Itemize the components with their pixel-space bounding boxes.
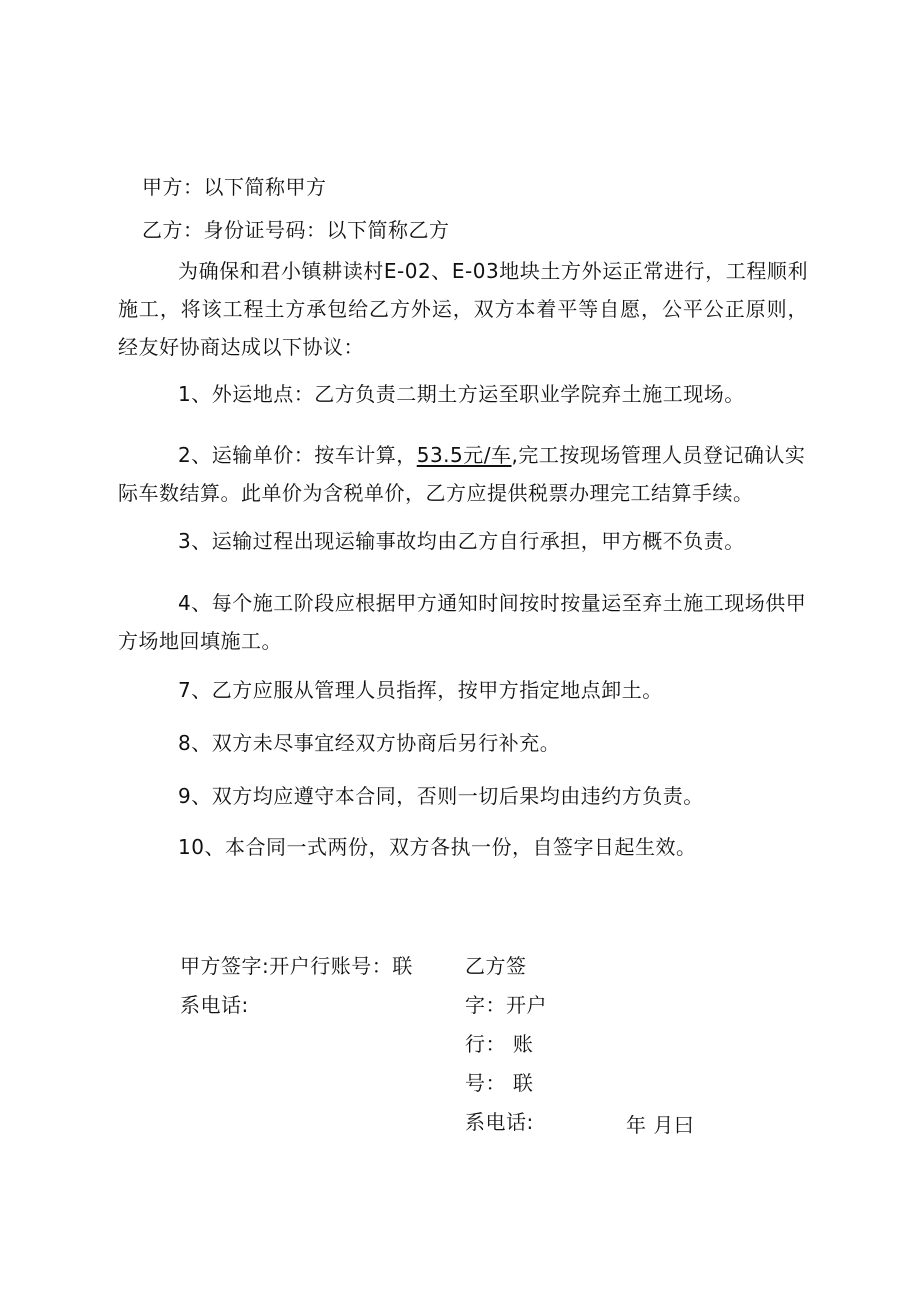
- clause-9: 9、双方均应遵守本合同，否则一切后果均由违约方负责。: [178, 784, 704, 808]
- signature-date: 年 月曰: [626, 1113, 695, 1137]
- clause-3: 3、运输过程出现运输事故均由乙方自行承担，甲方概不负责。: [178, 529, 745, 553]
- clause-1: 1、外运地点：乙方负责二期土方运至职业学院弃土施工现场。: [178, 382, 745, 406]
- party-a-signature-line-2: 系电话:: [180, 993, 249, 1017]
- clause-10: 10、本合同一式两份，双方各执一份，自签字日起生效。: [178, 835, 697, 859]
- party-b-signature-line-5: 系电话:: [465, 1110, 534, 1134]
- party-a-line: 甲方：以下简称甲方: [142, 175, 327, 199]
- party-b-signature-line-2: 字：开户: [465, 993, 547, 1017]
- party-b-signature-line-1: 乙方签: [465, 954, 527, 978]
- clause-2-prefix: 2、运输单价：按车计算，: [178, 443, 417, 467]
- intro-paragraph: 为确保和君小镇耕读村E-02、E-03地块土方外运正常进行，工程顺利施工，将该工程土方承包给乙方外运，双方本着平等自愿，公平公正原则，经友好协商达成以下协议：: [118, 259, 808, 359]
- clause-7: 7、乙方应服从管理人员指挥，按甲方指定地点卸土。: [178, 678, 663, 702]
- party-b-signature-line-4: 号： 联: [465, 1071, 534, 1095]
- clause-2-suffix: ,完工按现场管理人员登记确认实际车数结算。此单价为含税单价，乙方应提供税票办理完工结算手续。: [118, 443, 806, 505]
- clause-2: [118, 436, 808, 512]
- party-b-signature-line-3: 行： 账: [465, 1032, 534, 1056]
- party-b-line: 乙方：身份证号码：以下简称乙方: [142, 218, 450, 242]
- party-a-signature-line-1: 甲方签字:开户行账号：联: [180, 954, 413, 978]
- clause-4: 4、每个施工阶段应根据甲方通知时间按时按量运至弃土施工现场供甲方场地回填施工。: [118, 591, 807, 653]
- clause-2-price: 53.5元/车: [416, 443, 512, 467]
- clause-8: 8、双方未尽事宜经双方协商后另行补充。: [178, 731, 561, 755]
